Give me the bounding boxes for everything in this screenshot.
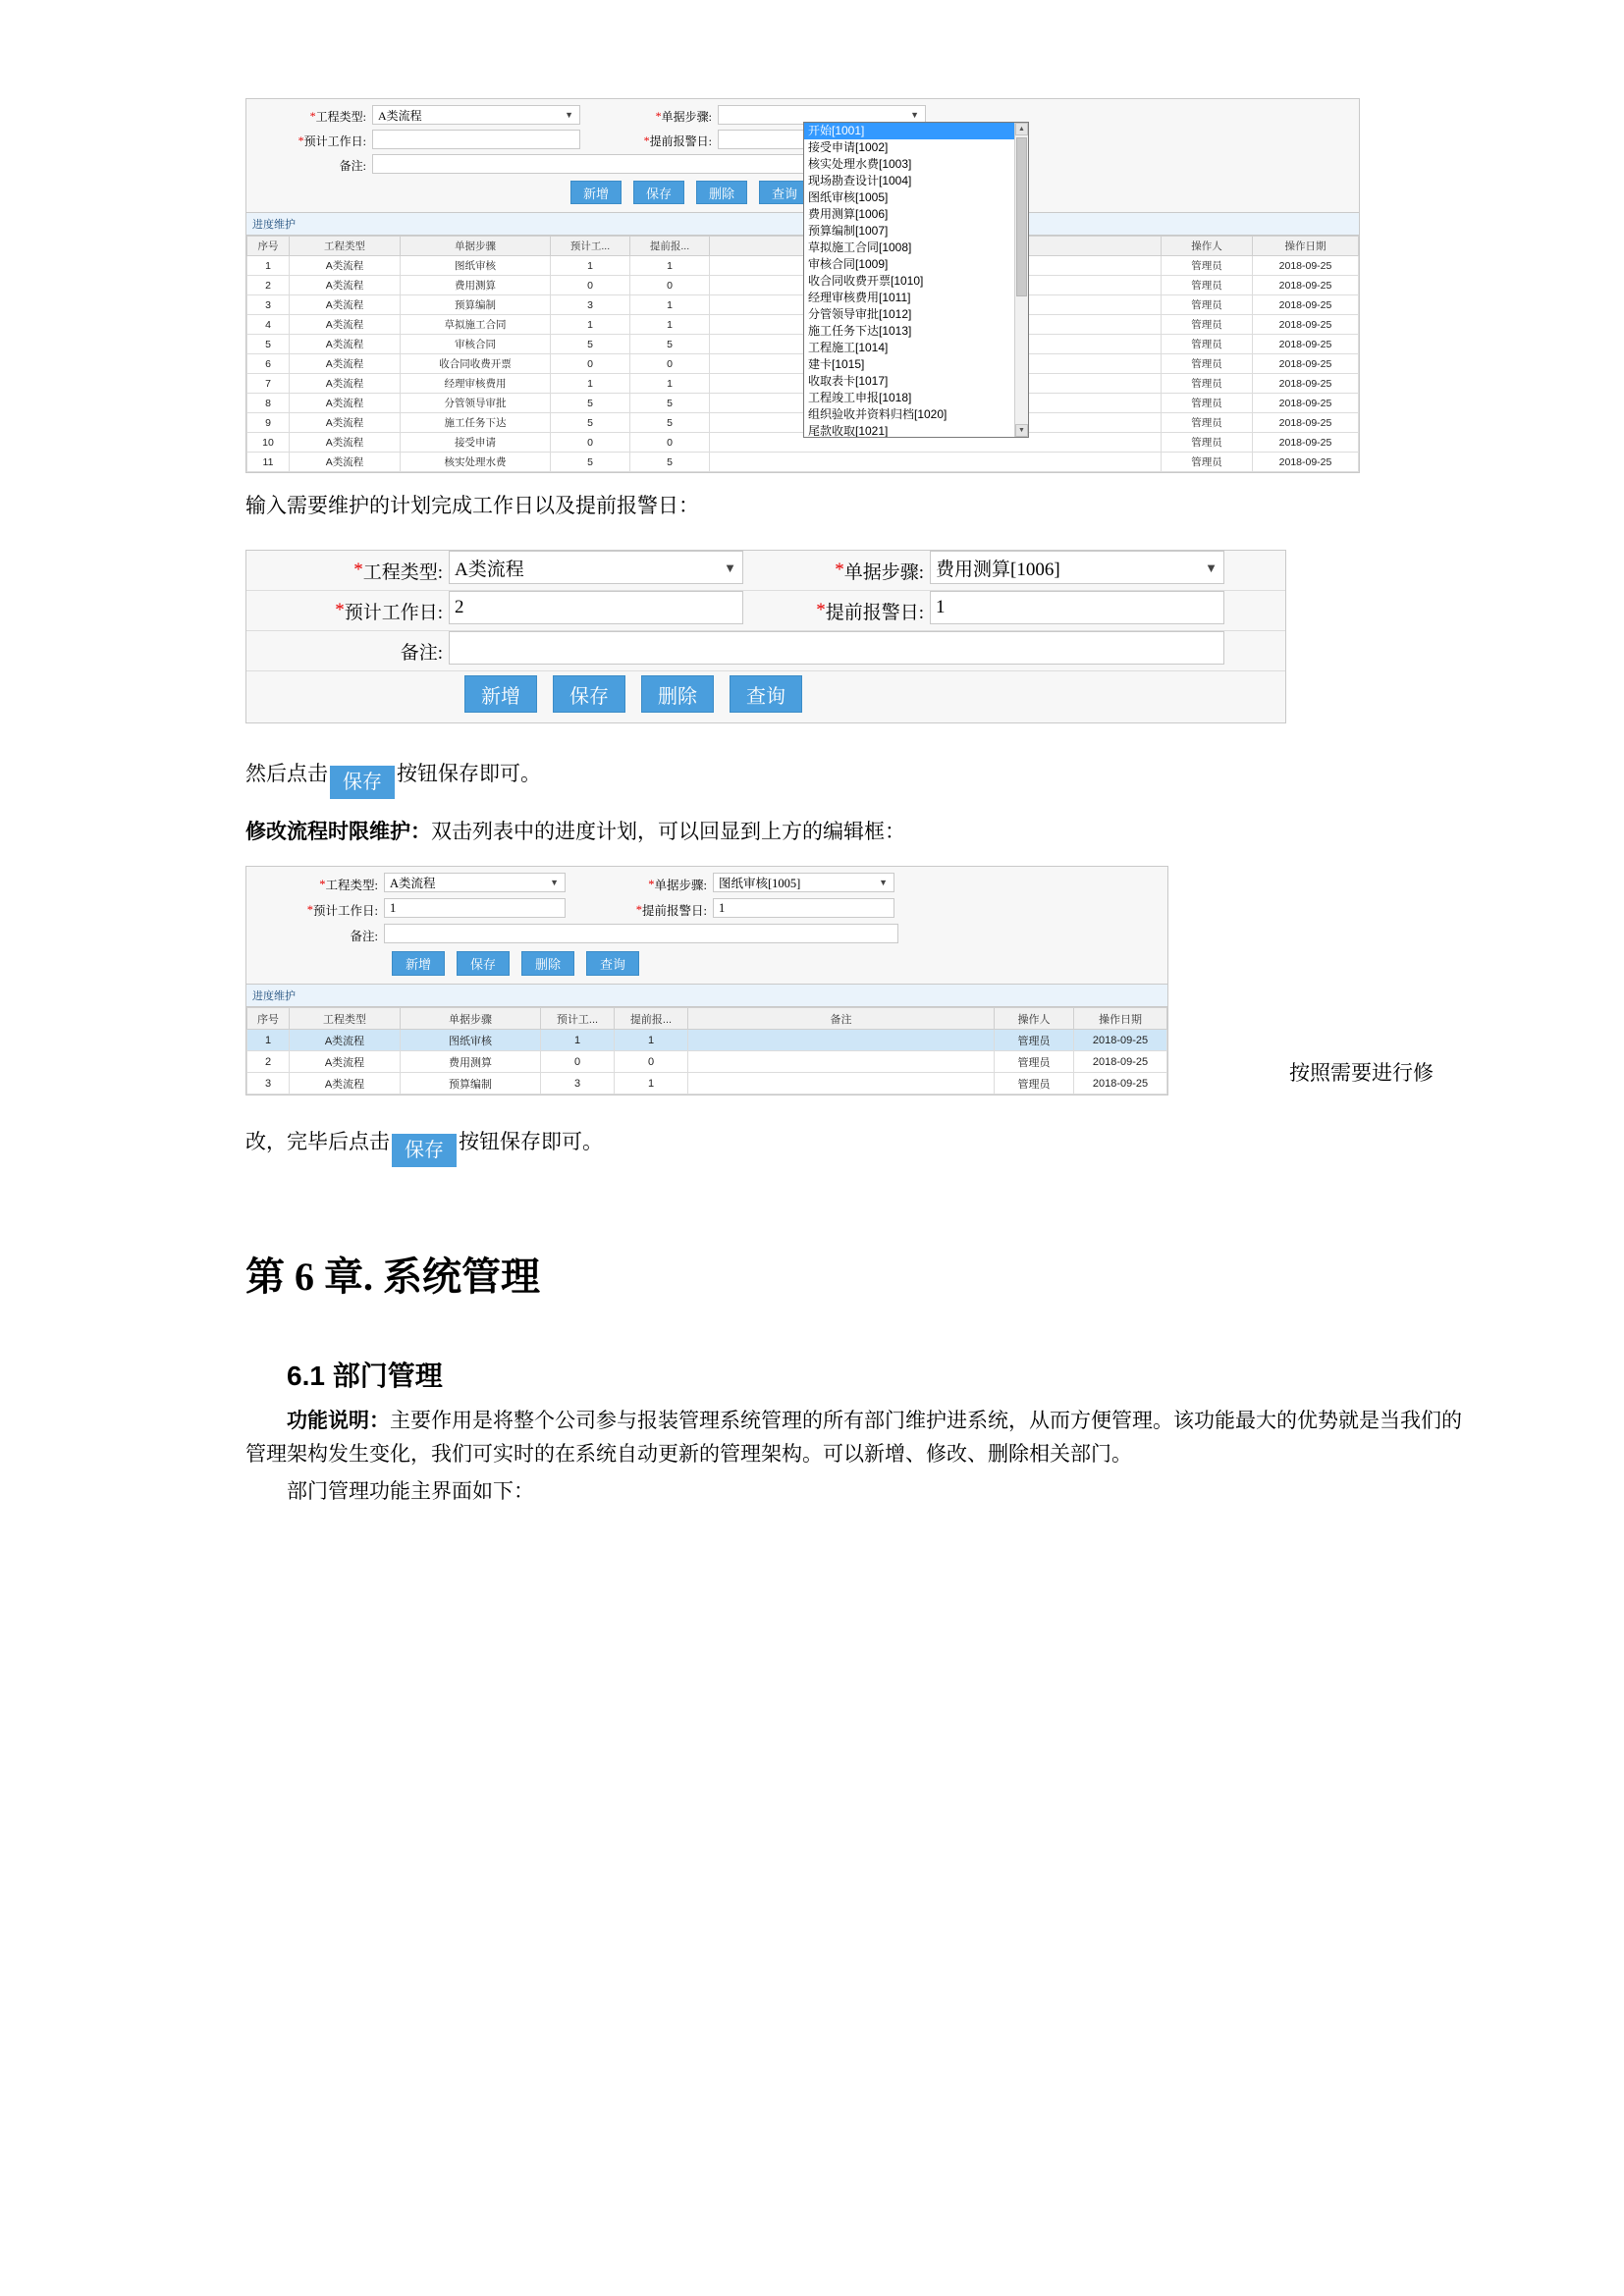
project-type-select[interactable]: A类流程 ▼ — [372, 105, 580, 125]
project-type-select[interactable]: A类流程 ▼ — [449, 551, 743, 584]
dropdown-option[interactable]: 核实处理水费[1003] — [808, 157, 912, 171]
dropdown-option[interactable]: 尾款收取[1021] — [808, 424, 889, 438]
table-row[interactable]: 3 A类流程 预算编制 3 1 管理员 2018-09-25 — [247, 295, 1359, 315]
required-asterisk-icon: * — [335, 600, 345, 620]
dropdown-option[interactable]: 审核合同[1009] — [808, 257, 889, 271]
col-operator: 操作人 — [1162, 237, 1253, 256]
figure-progress-maintenance-dropdown-open — [245, 98, 1360, 473]
remark-input[interactable] — [384, 924, 898, 943]
text-after-button: 按钮保存即可。 — [397, 762, 541, 785]
col-plan-days: 预计工... — [541, 1008, 615, 1030]
trailing-note-text: 按照需要进行修 — [1289, 1061, 1434, 1085]
doc-step-select[interactable]: 费用测算[1006] ▼ — [930, 551, 1224, 584]
query-button[interactable]: 查询 — [730, 675, 802, 713]
table-row[interactable]: 1 A类流程 图纸审核 1 1 管理员 2018-09-25 — [247, 256, 1359, 276]
dropdown-option[interactable]: 分管领导审批[1012] — [808, 307, 912, 321]
remark-label: 备注: — [339, 158, 366, 173]
figure1-grid-header: 进度维护 — [246, 212, 1359, 236]
add-button[interactable]: 新增 — [464, 675, 537, 713]
remark-input[interactable] — [449, 631, 1224, 665]
delete-button[interactable]: 删除 — [696, 181, 747, 204]
scrollbar-thumb[interactable] — [1016, 137, 1027, 296]
required-asterisk-icon: * — [306, 902, 314, 917]
col-plan-days: 预计工... — [551, 237, 630, 256]
table-header-row — [247, 1008, 1167, 1030]
table-row[interactable]: 4 A类流程 草拟施工合同 1 1 管理员 2018-09-25 — [247, 315, 1359, 335]
required-asterisk-icon: * — [309, 108, 316, 123]
required-asterisk-icon: * — [353, 560, 363, 580]
delete-button[interactable]: 删除 — [641, 675, 714, 713]
col-operate-date: 操作日期 — [1253, 237, 1359, 256]
table-row[interactable]: 2 A类流程 费用测算 0 0 管理员 2018-09-25 — [247, 1051, 1167, 1073]
paragraph-lead-bold: 功能说明： — [287, 1409, 390, 1432]
dropdown-option[interactable]: 开始[1001] — [804, 123, 1028, 139]
figure2-button-row — [246, 671, 1285, 722]
doc-step-select[interactable]: 图纸审核[1005] ▼ — [713, 873, 894, 892]
table-row[interactable]: 8 A类流程 分管领导审批 5 5 管理员 2018-09-25 — [247, 394, 1359, 413]
paragraph-click-save — [245, 757, 1477, 799]
plan-days-input[interactable] — [372, 130, 580, 149]
chevron-down-icon: ▼ — [1205, 560, 1218, 575]
text-before-button: 改，完毕后点击 — [245, 1130, 390, 1153]
figure3-grid-header: 进度维护 — [246, 984, 1167, 1007]
project-type-select[interactable]: A类流程 ▼ — [384, 873, 566, 892]
dropdown-option[interactable]: 施工任务下达[1013] — [808, 324, 912, 338]
required-asterisk-icon: * — [655, 108, 662, 123]
figure3-button-row — [246, 949, 1167, 982]
col-operator: 操作人 — [995, 1008, 1074, 1030]
col-index: 序号 — [247, 1008, 290, 1030]
save-button-inline[interactable]: 保存 — [330, 766, 395, 799]
delete-button[interactable]: 删除 — [521, 951, 574, 976]
dropdown-option[interactable]: 接受申请[1002] — [808, 140, 889, 154]
figure3-form — [246, 867, 1167, 984]
section-title: 6.1 部门管理 — [287, 1361, 443, 1391]
table-row[interactable]: 2 A类流程 费用测算 0 0 管理员 2018-09-25 — [247, 276, 1359, 295]
remark-label: 备注: — [400, 642, 443, 664]
dropdown-option[interactable]: 收取表卡[1017] — [808, 374, 889, 388]
figure3-grid-body — [247, 1030, 1167, 1095]
dropdown-option[interactable]: 组织验收并资料归档[1020] — [808, 407, 947, 421]
project-type-label: * 工程类型: — [309, 108, 366, 124]
add-button[interactable]: 新增 — [392, 951, 445, 976]
dropdown-option[interactable]: 费用测算[1006] — [808, 207, 889, 221]
chapter-title: 第 6 章. 系统管理 — [245, 1255, 540, 1299]
dropdown-option[interactable]: 草拟施工合同[1008] — [808, 240, 912, 254]
figure3-grid — [246, 1007, 1167, 1095]
table-row[interactable]: 7 A类流程 经理审核费用 1 1 管理员 2018-09-25 — [247, 374, 1359, 394]
paragraph-rest: 双击列表中的进度计划，可以回显到上方的编辑框： — [431, 820, 905, 843]
project-type-label: * 工程类型: — [353, 560, 443, 583]
warn-days-label: * 提前报警日: — [816, 600, 924, 623]
dropdown-option[interactable]: 经理审核费用[1011] — [808, 291, 911, 304]
doc-step-label: * 单据步骤: — [648, 877, 707, 892]
chevron-down-icon: ▼ — [724, 560, 736, 575]
chevron-down-icon: ▼ — [879, 877, 888, 887]
add-button[interactable]: 新增 — [570, 181, 622, 204]
col-doc-step: 单据步骤 — [401, 237, 551, 256]
plan-days-label: * 预计工作日: — [306, 902, 378, 918]
warn-days-input[interactable]: 1 — [713, 898, 894, 918]
plan-days-input[interactable]: 1 — [384, 898, 566, 918]
paragraph-lead-bold: 修改流程时限维护： — [245, 820, 431, 843]
dropdown-option[interactable]: 预算编制[1007] — [808, 224, 889, 238]
dropdown-option[interactable]: 工程竣工申报[1018] — [808, 391, 912, 404]
dropdown-option[interactable]: 建卡[1015] — [808, 357, 865, 371]
required-asterisk-icon: * — [643, 133, 650, 147]
table-row[interactable]: 5 A类流程 审核合同 5 5 管理员 2018-09-25 — [247, 335, 1359, 354]
paragraph-modify-flow — [245, 815, 1477, 848]
form-row-3 — [246, 631, 1285, 671]
required-asterisk-icon: * — [648, 877, 655, 891]
required-asterisk-icon: * — [835, 560, 844, 580]
paragraph-main-ui: 部门管理功能主界面如下： — [287, 1479, 534, 1503]
table-row[interactable]: 11 A类流程 核实处理水费 5 5 管理员 2018-09-25 — [247, 453, 1359, 472]
text-before-button: 然后点击 — [245, 762, 328, 785]
plan-days-input[interactable]: 2 — [449, 591, 743, 624]
form-row-1 — [246, 551, 1285, 591]
col-doc-step: 单据步骤 — [401, 1008, 541, 1030]
table-row[interactable]: 6 A类流程 收合同收费开票 0 0 管理员 2018-09-25 — [247, 354, 1359, 374]
table-row[interactable]: 10 A类流程 接受申请 0 0 管理员 2018-09-25 — [247, 433, 1359, 453]
dropdown-scrollbar[interactable] — [1014, 123, 1028, 437]
chevron-down-icon: ▼ — [550, 877, 559, 887]
dropdown-option[interactable]: 图纸审核[1005] — [808, 190, 889, 204]
required-asterisk-icon: * — [298, 133, 304, 147]
query-button[interactable]: 查询 — [759, 181, 810, 204]
project-type-label: * 工程类型: — [319, 877, 378, 892]
paragraph-modify-then-save — [245, 1125, 1477, 1167]
save-button[interactable]: 保存 — [553, 675, 625, 713]
dropdown-option[interactable]: 收合同收费开票[1010] — [808, 274, 924, 288]
save-button-inline[interactable]: 保存 — [392, 1134, 457, 1167]
chevron-down-icon: ▼ — [910, 109, 919, 120]
text-after-button: 按钮保存即可。 — [459, 1130, 603, 1153]
doc-step-dropdown-list[interactable] — [803, 122, 1029, 438]
required-asterisk-icon: * — [635, 902, 643, 917]
form-row-1 — [246, 873, 1167, 896]
dropdown-option[interactable]: 现场勘查设计[1004] — [808, 174, 912, 187]
save-button[interactable]: 保存 — [457, 951, 510, 976]
doc-step-label: * 单据步骤: — [655, 108, 712, 124]
paragraph-function-description — [245, 1404, 1477, 1470]
paragraph-input-plan-days: 输入需要维护的计划完成工作日以及提前报警日： — [245, 494, 699, 517]
table-row[interactable]: 1 A类流程 图纸审核 1 1 管理员 2018-09-25 — [247, 1030, 1167, 1051]
table-row[interactable]: 9 A类流程 施工任务下达 5 5 管理员 2018-09-25 — [247, 413, 1359, 433]
col-warn-days: 提前报... — [615, 1008, 688, 1030]
query-button[interactable]: 查询 — [586, 951, 639, 976]
doc-step-label: * 单据步骤: — [835, 560, 924, 583]
warn-days-label: * 提前报警日: — [635, 902, 707, 918]
required-asterisk-icon: * — [816, 600, 826, 620]
figure3-panel — [245, 866, 1168, 1095]
form-row-3 — [246, 924, 1167, 947]
plan-days-label: * 预计工作日: — [298, 133, 366, 148]
required-asterisk-icon: * — [319, 877, 326, 891]
plan-days-label: * 预计工作日: — [335, 600, 443, 623]
col-warn-days: 提前报... — [630, 237, 710, 256]
paragraph-rest: 主要作用是将整个公司参与报装管理系统管理的所有部门维护进系统，从而方便管理。该功能最大的优势就是当我们的管理架构发生变化，我们可实时的在系统自动更新的管理架构。可以新增、修改、删除相关部门。 — [245, 1409, 1462, 1466]
scroll-down-icon[interactable]: ▼ — [1015, 424, 1028, 437]
col-remark: 备注 — [688, 1008, 995, 1030]
figure-progress-form-filled — [245, 550, 1286, 723]
remark-label: 备注: — [350, 930, 378, 943]
col-project-type: 工程类型 — [290, 1008, 401, 1030]
warn-days-input[interactable]: 1 — [930, 591, 1224, 624]
chevron-down-icon: ▼ — [565, 109, 573, 120]
dropdown-option[interactable]: 工程施工[1014] — [808, 341, 889, 354]
table-row[interactable]: 3 A类流程 预算编制 3 1 管理员 2018-09-25 — [247, 1073, 1167, 1095]
warn-days-label: * 提前报警日: — [643, 133, 712, 148]
form-row-2 — [246, 591, 1285, 631]
figure-progress-edit-with-grid — [245, 866, 1434, 1095]
save-button[interactable]: 保存 — [633, 181, 684, 204]
col-index: 序号 — [247, 237, 290, 256]
form-row-2 — [246, 898, 1167, 922]
scroll-up-icon[interactable]: ▲ — [1015, 123, 1028, 135]
col-operate-date: 操作日期 — [1074, 1008, 1167, 1030]
col-project-type: 工程类型 — [290, 237, 401, 256]
